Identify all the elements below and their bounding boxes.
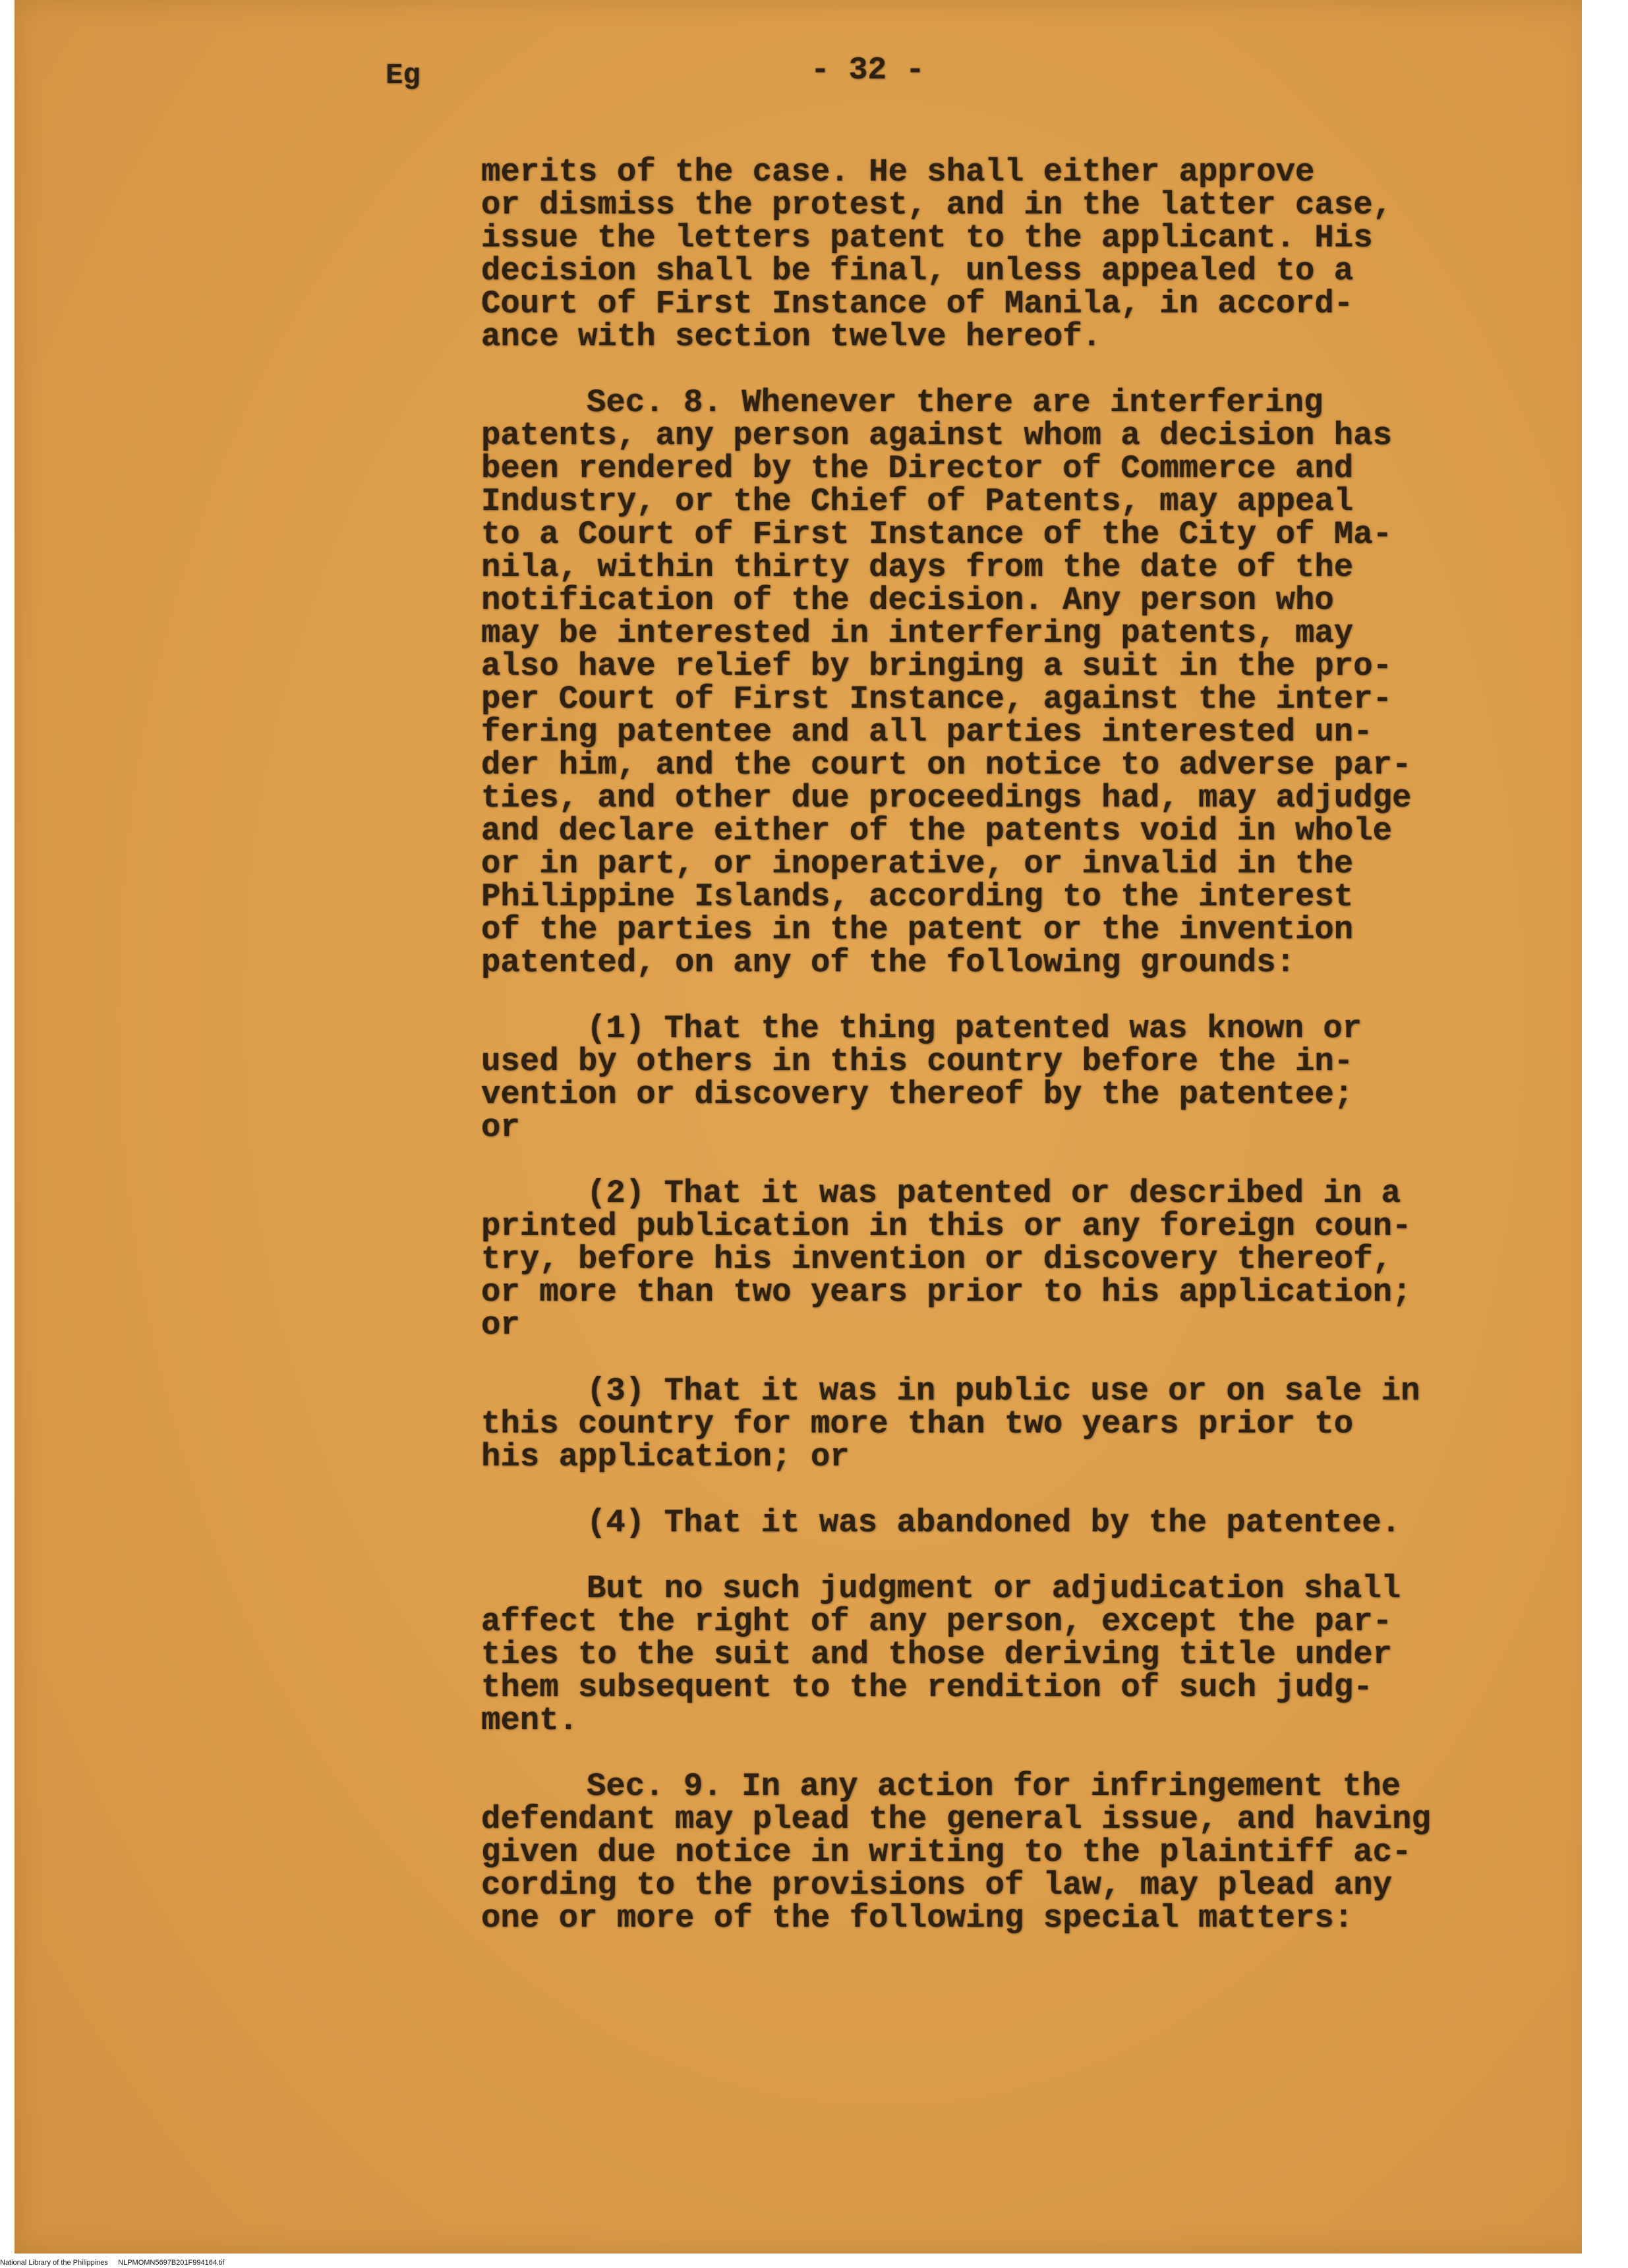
text-line: ties to the suit and those deriving title under — [481, 1636, 1393, 1673]
paragraph-ground-3 — [481, 1375, 1470, 1473]
paragraph-continuation — [481, 156, 1470, 353]
text-line: der him, and the court on notice to adverse par- — [481, 747, 1412, 783]
text-line: them subsequent to the rendition of such judg- — [481, 1669, 1373, 1706]
text-line: (1) That the thing patented was known or — [587, 1010, 1362, 1047]
text-line: of the parties in the patent or the invention — [481, 911, 1354, 948]
text-line: ment. — [481, 1702, 579, 1739]
text-line: merits of the case. He shall either approve — [481, 154, 1315, 190]
text-line: his application; or — [481, 1438, 850, 1475]
text-line: Philippine Islands, according to the interest — [481, 878, 1354, 915]
text-line: this country for more than two years prior to — [481, 1405, 1354, 1442]
text-line: and declare either of the patents void in whole — [481, 812, 1393, 849]
text-line: per Court of First Instance, against the inter- — [481, 681, 1393, 718]
text-line: (4) That it was abandoned by the patentee. — [587, 1504, 1401, 1541]
text-line: or more than two years prior to his application; — [481, 1274, 1412, 1311]
paragraph-proviso — [481, 1572, 1470, 1737]
text-line: Sec. 9. In any action for infringement the — [587, 1768, 1401, 1805]
text-line: used by others in this country before the in- — [481, 1043, 1354, 1080]
text-line: fering patentee and all parties interested un- — [481, 714, 1373, 751]
text-line: one or more of the following special matters: — [481, 1900, 1354, 1937]
text-line: may be interested in interfering patents, may — [481, 615, 1354, 652]
archive-footer: National Library of the Philippines NLPMOMN5697B201F994164.tif — [0, 2259, 225, 2267]
text-line: printed publication in this or any foreign coun- — [481, 1208, 1412, 1245]
text-line: ties, and other due proceedings had, may adjudge — [481, 780, 1412, 816]
text-line: Industry, or the Chief of Patents, may appeal — [481, 483, 1354, 520]
text-line: nila, within thirty days from the date of the — [481, 549, 1354, 586]
paragraph-sec-9 — [481, 1770, 1470, 1935]
text-line: patents, any person against whom a decision has — [481, 417, 1393, 454]
text-line: But no such judgment or adjudication shall — [587, 1570, 1401, 1607]
text-line: decision shall be final, unless appealed to a — [481, 252, 1354, 289]
text-line: Court of First Instance of Manila, in accord- — [481, 285, 1354, 322]
text-line: or dismiss the protest, and in the latter case, — [481, 186, 1393, 223]
text-line: (2) That it was patented or described in a — [587, 1175, 1401, 1212]
text-line: to a Court of First Instance of the City of Ma- — [481, 516, 1393, 553]
text-line: try, before his invention or discovery thereof, — [481, 1241, 1393, 1278]
paragraph-ground-1 — [481, 1012, 1470, 1144]
text-line: or — [481, 1109, 520, 1146]
header-mark: Eg — [386, 59, 421, 92]
paragraph-sec-8 — [481, 386, 1470, 979]
text-line: or in part, or inoperative, or invalid in the — [481, 845, 1354, 882]
text-line: or — [481, 1307, 520, 1344]
text-line: issue the letters patent to the applicant. His — [481, 219, 1373, 256]
text-line: affect the right of any person, except the par- — [481, 1603, 1393, 1640]
text-line: Sec. 8. Whenever there are interfering — [587, 384, 1323, 421]
text-line: ance with section twelve hereof. — [481, 318, 1101, 355]
text-line: also have relief by bringing a suit in the pro- — [481, 648, 1393, 685]
text-line: given due notice in writing to the plaintiff ac- — [481, 1834, 1412, 1871]
text-line: been rendered by the Director of Commerce and — [481, 450, 1354, 487]
paragraph-ground-4 — [481, 1506, 1470, 1539]
document-body — [481, 156, 1470, 1968]
text-line: cording to the provisions of law, may plead any — [481, 1867, 1393, 1904]
page-number: - 32 - — [811, 53, 925, 88]
paragraph-ground-2 — [481, 1177, 1470, 1342]
text-line: (3) That it was in public use or on sale in — [587, 1373, 1420, 1409]
paper-edge — [1582, 0, 1628, 2268]
text-line: vention or discovery thereof by the patentee; — [481, 1076, 1354, 1113]
text-line: defendant may plead the general issue, and having — [481, 1801, 1431, 1838]
text-line: patented, on any of the following grounds: — [481, 944, 1296, 981]
text-line: notification of the decision. Any person who — [481, 582, 1334, 619]
